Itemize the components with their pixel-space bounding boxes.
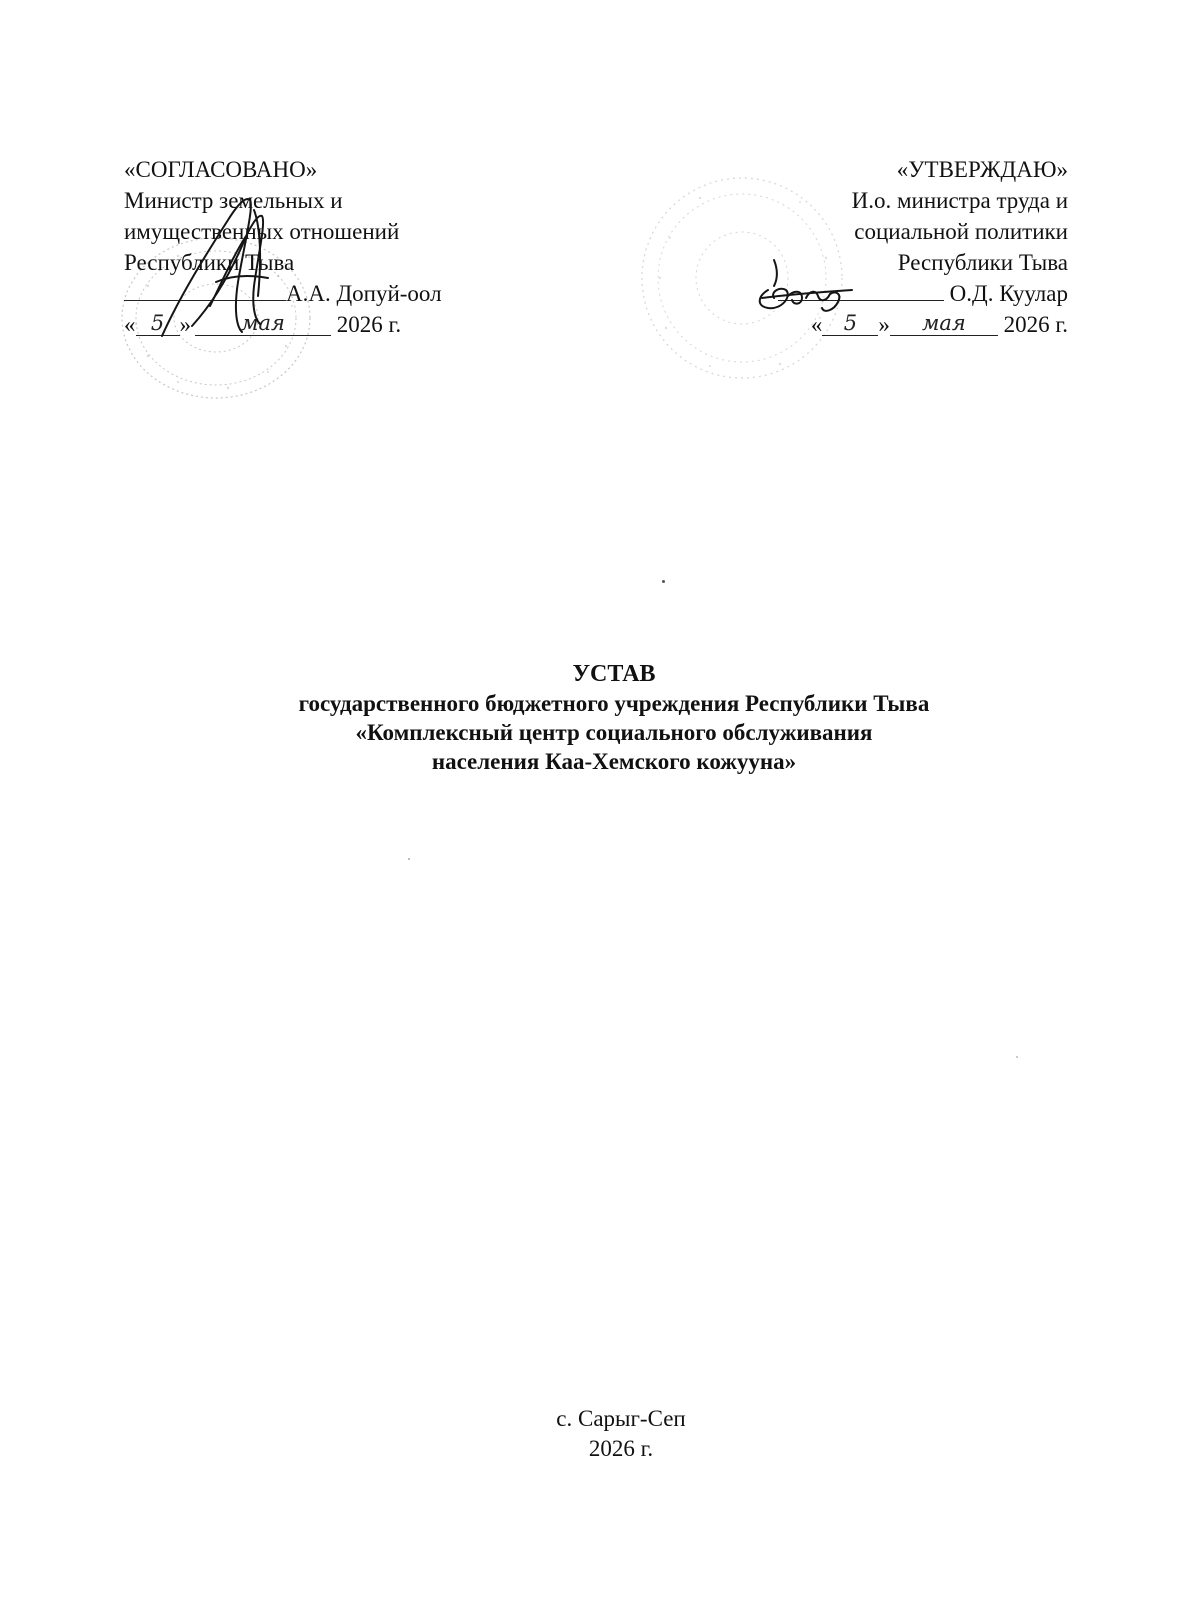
signature-blank	[124, 278, 286, 301]
position-line: имущественных отношений	[124, 219, 400, 244]
document-subtitle: государственного бюджетного учреждения Республики Тыва	[298, 691, 930, 716]
scan-speck	[1016, 1056, 1018, 1058]
date-day: 5	[822, 311, 878, 336]
date-month: мая	[195, 311, 331, 336]
document-subtitle: населения Каа-Хемского кожууна»	[431, 749, 797, 774]
place-and-year	[0, 1404, 1200, 1464]
signer-name: О.Д. Куулар	[949, 281, 1068, 306]
scan-speck	[662, 580, 665, 583]
position-line: Республики Тыва	[124, 250, 295, 275]
approval-block-right	[708, 154, 1068, 340]
approval-heading: «СОГЛАСОВАНО»	[124, 157, 318, 182]
date-month: мая	[890, 311, 998, 336]
date-close-quote: »	[878, 312, 890, 337]
position-line: И.о. министра труда и	[851, 188, 1068, 213]
document-title: УСТАВ	[572, 661, 656, 687]
footer-year: 2026 г.	[588, 1436, 654, 1461]
document-subtitle: «Комплексный центр социального обслуживания	[355, 720, 873, 745]
signature-line	[124, 278, 484, 309]
date-line	[124, 309, 484, 340]
date-open-quote: «	[810, 312, 823, 337]
position-line: Министр земельных и	[124, 188, 343, 213]
signature-blank	[778, 278, 944, 301]
date-year: 2026 г.	[336, 312, 402, 337]
document-title-block	[0, 660, 1200, 776]
date-close-quote: »	[179, 312, 191, 337]
date-day: 5	[136, 311, 180, 336]
signer-name: А.А. Допуй-оол	[286, 281, 442, 306]
approval-heading: «УТВЕРЖДАЮ»	[896, 157, 1068, 182]
position-line: Республики Тыва	[897, 250, 1068, 275]
footer-place: с. Сарыг-Сеп	[556, 1406, 686, 1431]
signature-line	[708, 278, 1068, 309]
position-line: социальной политики	[854, 219, 1068, 244]
approval-block-left	[124, 154, 484, 340]
date-year: 2026 г.	[1003, 312, 1068, 337]
date-open-quote: «	[124, 312, 136, 337]
date-line	[708, 309, 1068, 340]
scan-speck	[408, 858, 410, 860]
